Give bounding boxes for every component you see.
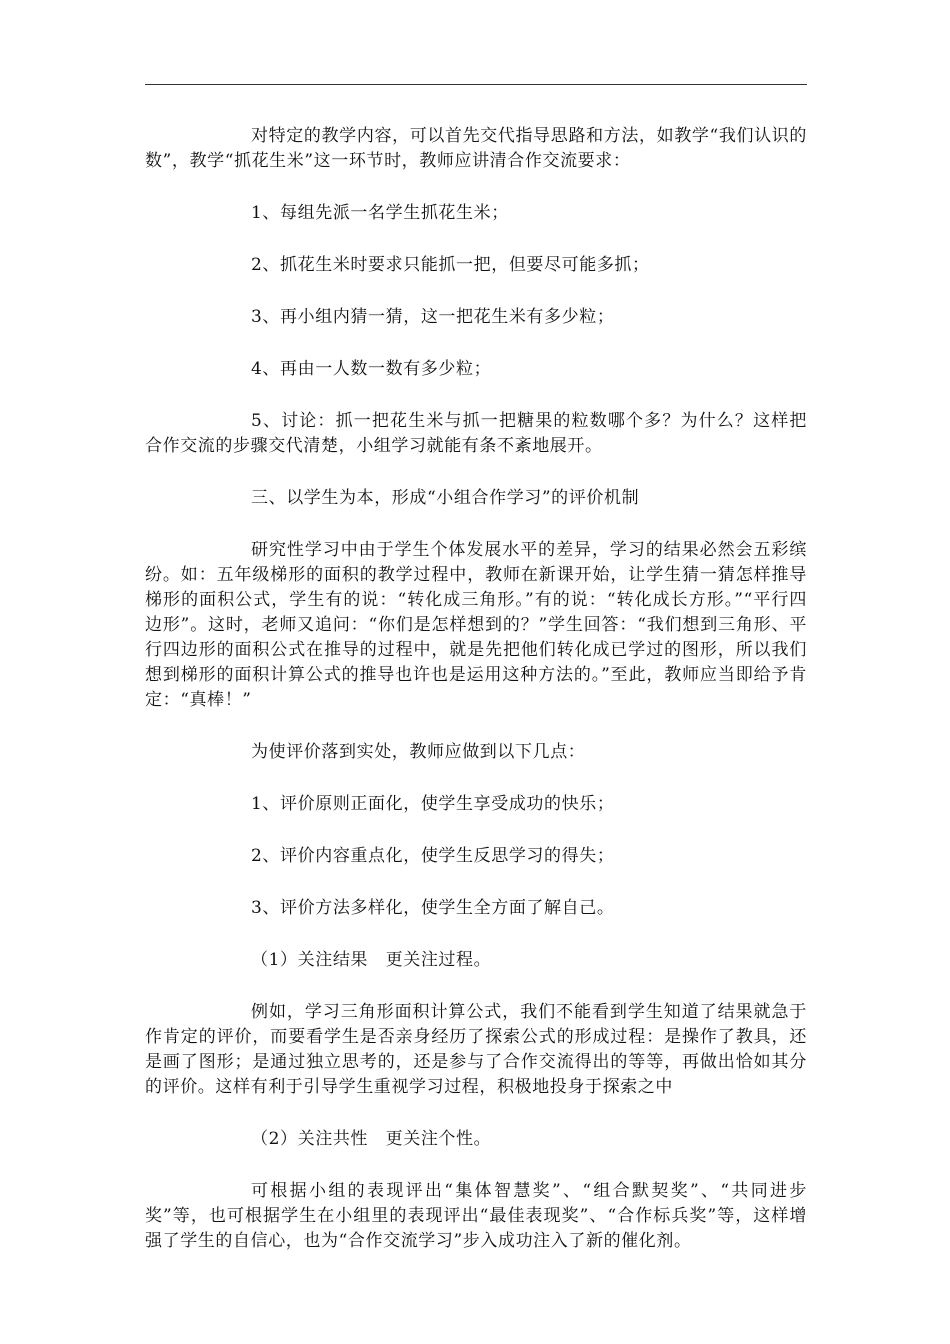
list-item-evaluation-3: 3、评价方法多样化，使学生全方面了解自己。 [251,898,615,918]
paragraph-example-trapezoid: 研究性学习中由于学生个体发展水平的差异，学习的结果必然会五彩缤纷。如：五年级梯形的面积的教学过程中，教师在新课开始，让学生猜一猜怎样推导梯形的面积公式，学生有的说：“转化成三角形。”有的说：“转化成长方形。”“平行四边形”。这时，老师又追问：“你们是怎样想到的？”学生回答：“我们想到三角形、平行四边形的面积公式在推导的过程中，就是先把他们转化成已学过的图形，所以我们想到梯形的面积计算公式的推导也许也是运用这种方法的。”至此，教师应当即给予肯定：“真棒！” [145,540,807,710]
paragraph-intro: 对特定的教学内容，可以首先交代指导思路和方法，如教学“我们认识的数”，教学“抓花生米”这一环节时，教师应讲清合作交流要求： [145,126,807,171]
document-body [145,124,807,1254]
list-item-step-5: 5、讨论：抓一把花生米与抓一把糖果的粒数哪个多？为什么？这样把合作交流的步骤交代清楚，小组学习就能有条不紊地展开。 [145,411,807,456]
list-item-evaluation-1: 1、评价原则正面化，使学生享受成功的快乐； [251,794,615,814]
list-item-step-3: 3、再小组内猜一猜，这一把花生米有多少粒； [251,307,615,327]
subheading-common-individual: （2）关注共性 更关注个性。 [251,1129,492,1149]
paragraph-evaluation-points: 为使评价落到实处，教师应做到以下几点： [251,742,586,762]
list-item-step-1: 1、每组先派一名学生抓花生米； [251,203,509,223]
list-item-evaluation-2: 2、评价内容重点化，使学生反思学习的得失； [251,846,615,866]
paragraph-awards: 可根据小组的表现评出“集体智慧奖”、“组合默契奖”、“共同进步奖”等，也可根据学生在小组里的表现评出“最佳表现奖”、“合作标兵奖”等，这样增强了学生的自信心，也为“合作交流学习”步入成功注入了新的催化剂。 [145,1181,807,1251]
list-item-step-2: 2、抓花生米时要求只能抓一把，但要尽可能多抓； [251,255,650,275]
list-item-step-4: 4、再由一人数一数有多少粒； [251,359,492,379]
subheading-results-process: （1）关注结果 更关注过程。 [251,950,492,970]
header-rule [145,84,807,85]
section-heading-evaluation: 三、以学生为本，形成“小组合作学习”的评价机制 [251,488,640,508]
paragraph-example-triangle: 例如，学习三角形面积计算公式，我们不能看到学生知道了结果就急于作肯定的评价，而要看学生是否亲身经历了探索公式的形成过程：是操作了教具，还是画了图形；是通过独立思考的，还是参与了合作交流得出的等等，再做出恰如其分的评价。这样有利于引导学生重视学习过程，积极地投身于探索之中 [145,1002,807,1097]
